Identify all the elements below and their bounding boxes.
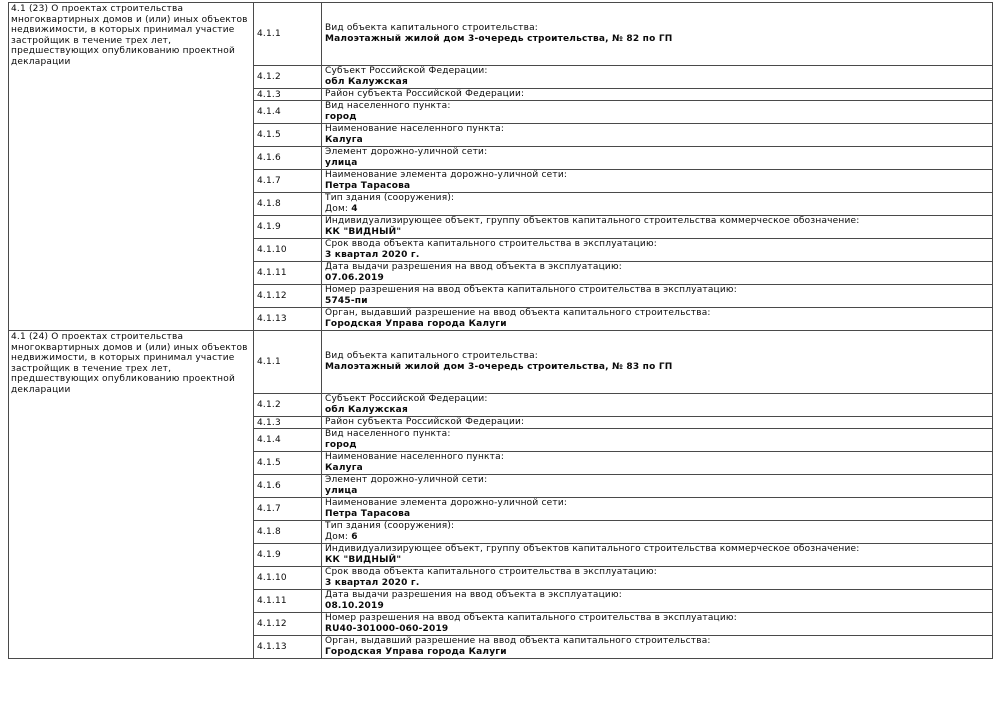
field-label: Орган, выдавший разрешение на ввод объекта капитального строительства: — [325, 636, 711, 646]
table-body — [9, 3, 993, 659]
field-value: Малоэтажный жилой дом 3-очередь строительства, № 82 по ГП — [325, 34, 673, 44]
row-code: 4.1.8 — [254, 193, 322, 216]
row-content — [322, 429, 993, 452]
row-content — [322, 308, 993, 331]
field-value-line — [325, 440, 989, 451]
row-content — [322, 567, 993, 590]
field-label: Субъект Российской Федерации: — [325, 66, 488, 76]
row-code: 4.1.11 — [254, 590, 322, 613]
field-label: Элемент дорожно-уличной сети: — [325, 475, 488, 485]
row-code: 4.1.2 — [254, 66, 322, 89]
row-code: 4.1.13 — [254, 636, 322, 659]
field-value-line — [325, 319, 989, 330]
field-value-line — [325, 227, 989, 238]
field-label: Наименование элемента дорожно-уличной сети: — [325, 170, 568, 180]
row-code: 4.1.12 — [254, 285, 322, 308]
row-code: 4.1.9 — [254, 216, 322, 239]
field-value: 3 квартал 2020 г. — [325, 250, 420, 260]
row-code: 4.1.11 — [254, 262, 322, 285]
row-content — [322, 636, 993, 659]
section-description: 4.1 (23) О проектах строительства многоквартирных домов и (или) иных объектов недвижимости, в которых принимал участие застройщик в течение трех лет, предшествующих опубликованию проектной декларации — [9, 3, 254, 331]
field-label: Тип здания (сооружения): — [325, 521, 455, 531]
field-label: Район субъекта Российской Федерации: — [325, 89, 525, 99]
row-code: 4.1.12 — [254, 613, 322, 636]
field-value-prefix: Дом: — [325, 532, 352, 542]
field-value: город — [325, 112, 357, 122]
field-value-line — [325, 204, 989, 215]
field-label: Наименование населенного пункта: — [325, 124, 505, 134]
row-content — [322, 147, 993, 170]
field-value-line — [325, 624, 989, 635]
field-value: 4 — [351, 204, 358, 214]
row-content — [322, 101, 993, 124]
field-label: Вид населенного пункта: — [325, 101, 451, 111]
field-value: КК "ВИДНЫЙ" — [325, 555, 402, 565]
row-code: 4.1.10 — [254, 239, 322, 262]
field-value-line — [325, 273, 989, 284]
section-description: 4.1 (24) О проектах строительства многоквартирных домов и (или) иных объектов недвижимости, в которых принимал участие застройщик в течение трех лет, предшествующих опубликованию проектной декларации — [9, 331, 254, 659]
field-value-line — [325, 509, 989, 520]
field-value: Калуга — [325, 463, 363, 473]
field-value-line — [325, 362, 989, 373]
field-value: Городская Управа города Калуги — [325, 319, 507, 329]
field-value-line — [325, 250, 989, 261]
field-value-line — [325, 601, 989, 612]
field-value: Петра Тарасова — [325, 181, 411, 191]
field-value: город — [325, 440, 357, 450]
row-code: 4.1.2 — [254, 394, 322, 417]
row-code: 4.1.5 — [254, 124, 322, 147]
row-content — [322, 521, 993, 544]
row-code: 4.1.3 — [254, 89, 322, 101]
row-content — [322, 452, 993, 475]
field-label: Номер разрешения на ввод объекта капитального строительства в эксплуатацию: — [325, 285, 737, 295]
row-content — [322, 475, 993, 498]
field-label: Срок ввода объекта капитального строительства в эксплуатацию: — [325, 567, 657, 577]
field-label: Вид объекта капитального строительства: — [325, 23, 539, 33]
table-row — [9, 331, 993, 394]
field-label: Наименование населенного пункта: — [325, 452, 505, 462]
field-label: Дата выдачи разрешения на ввод объекта в эксплуатацию: — [325, 262, 622, 272]
field-value: 07.06.2019 — [325, 273, 384, 283]
row-code: 4.1.7 — [254, 498, 322, 521]
field-value: улица — [325, 486, 358, 496]
row-content — [322, 216, 993, 239]
field-value-line — [325, 486, 989, 497]
row-content — [322, 3, 993, 66]
field-label: Орган, выдавший разрешение на ввод объекта капитального строительства: — [325, 308, 711, 318]
field-value-line — [325, 647, 989, 658]
row-code: 4.1.9 — [254, 544, 322, 567]
field-value-line — [325, 578, 989, 589]
field-value: RU40-301000-060-2019 — [325, 624, 449, 634]
field-value-prefix: Дом: — [325, 204, 352, 214]
row-content — [322, 590, 993, 613]
field-value-line — [325, 181, 989, 192]
field-value: 08.10.2019 — [325, 601, 384, 611]
field-value: 3 квартал 2020 г. — [325, 578, 420, 588]
project-declaration-table — [8, 2, 993, 659]
field-value-line — [325, 405, 989, 416]
field-label: Тип здания (сооружения): — [325, 193, 455, 203]
row-content — [322, 498, 993, 521]
field-value-line — [325, 463, 989, 474]
field-value: 6 — [351, 532, 358, 542]
row-content — [322, 193, 993, 216]
field-value: улица — [325, 158, 358, 168]
row-code: 4.1.5 — [254, 452, 322, 475]
field-label: Индивидуализирующее объект, группу объектов капитального строительства коммерческое обозначение: — [325, 544, 860, 554]
row-content — [322, 89, 993, 101]
row-content — [322, 262, 993, 285]
field-label: Элемент дорожно-уличной сети: — [325, 147, 488, 157]
field-value-line — [325, 532, 989, 543]
row-code: 4.1.10 — [254, 567, 322, 590]
row-content — [322, 285, 993, 308]
field-value: 5745-пи — [325, 296, 368, 306]
field-value: Петра Тарасова — [325, 509, 411, 519]
field-label: Район субъекта Российской Федерации: — [325, 417, 525, 427]
field-value: Малоэтажный жилой дом 3-очередь строительства, № 83 по ГП — [325, 362, 673, 372]
row-content — [322, 417, 993, 429]
field-label: Вид объекта капитального строительства: — [325, 351, 539, 361]
row-code: 4.1.6 — [254, 475, 322, 498]
field-label: Дата выдачи разрешения на ввод объекта в эксплуатацию: — [325, 590, 622, 600]
row-content — [322, 331, 993, 394]
field-label: Срок ввода объекта капитального строительства в эксплуатацию: — [325, 239, 657, 249]
field-value-line — [325, 34, 989, 45]
row-code: 4.1.1 — [254, 331, 322, 394]
field-value: обл Калужская — [325, 77, 408, 87]
table-row — [9, 3, 993, 66]
row-code: 4.1.1 — [254, 3, 322, 66]
field-value-line — [325, 158, 989, 169]
row-content — [322, 544, 993, 567]
field-value-line — [325, 77, 989, 88]
field-label: Вид населенного пункта: — [325, 429, 451, 439]
field-value-line — [325, 112, 989, 123]
row-code: 4.1.4 — [254, 101, 322, 124]
row-code: 4.1.13 — [254, 308, 322, 331]
field-value: Городская Управа города Калуги — [325, 647, 507, 657]
field-label: Индивидуализирующее объект, группу объектов капитального строительства коммерческое обозначение: — [325, 216, 860, 226]
row-content — [322, 170, 993, 193]
field-value-line — [325, 296, 989, 307]
row-content — [322, 124, 993, 147]
field-label: Субъект Российской Федерации: — [325, 394, 488, 404]
row-content — [322, 239, 993, 262]
field-label: Номер разрешения на ввод объекта капитального строительства в эксплуатацию: — [325, 613, 737, 623]
field-value: КК "ВИДНЫЙ" — [325, 227, 402, 237]
field-value: Калуга — [325, 135, 363, 145]
field-value-line — [325, 135, 989, 146]
row-content — [322, 66, 993, 89]
row-code: 4.1.3 — [254, 417, 322, 429]
row-code: 4.1.7 — [254, 170, 322, 193]
row-code: 4.1.4 — [254, 429, 322, 452]
field-value: обл Калужская — [325, 405, 408, 415]
row-code: 4.1.6 — [254, 147, 322, 170]
row-content — [322, 613, 993, 636]
field-label: Наименование элемента дорожно-уличной сети: — [325, 498, 568, 508]
field-value-line — [325, 555, 989, 566]
document-page — [8, 2, 993, 659]
row-content — [322, 394, 993, 417]
row-code: 4.1.8 — [254, 521, 322, 544]
